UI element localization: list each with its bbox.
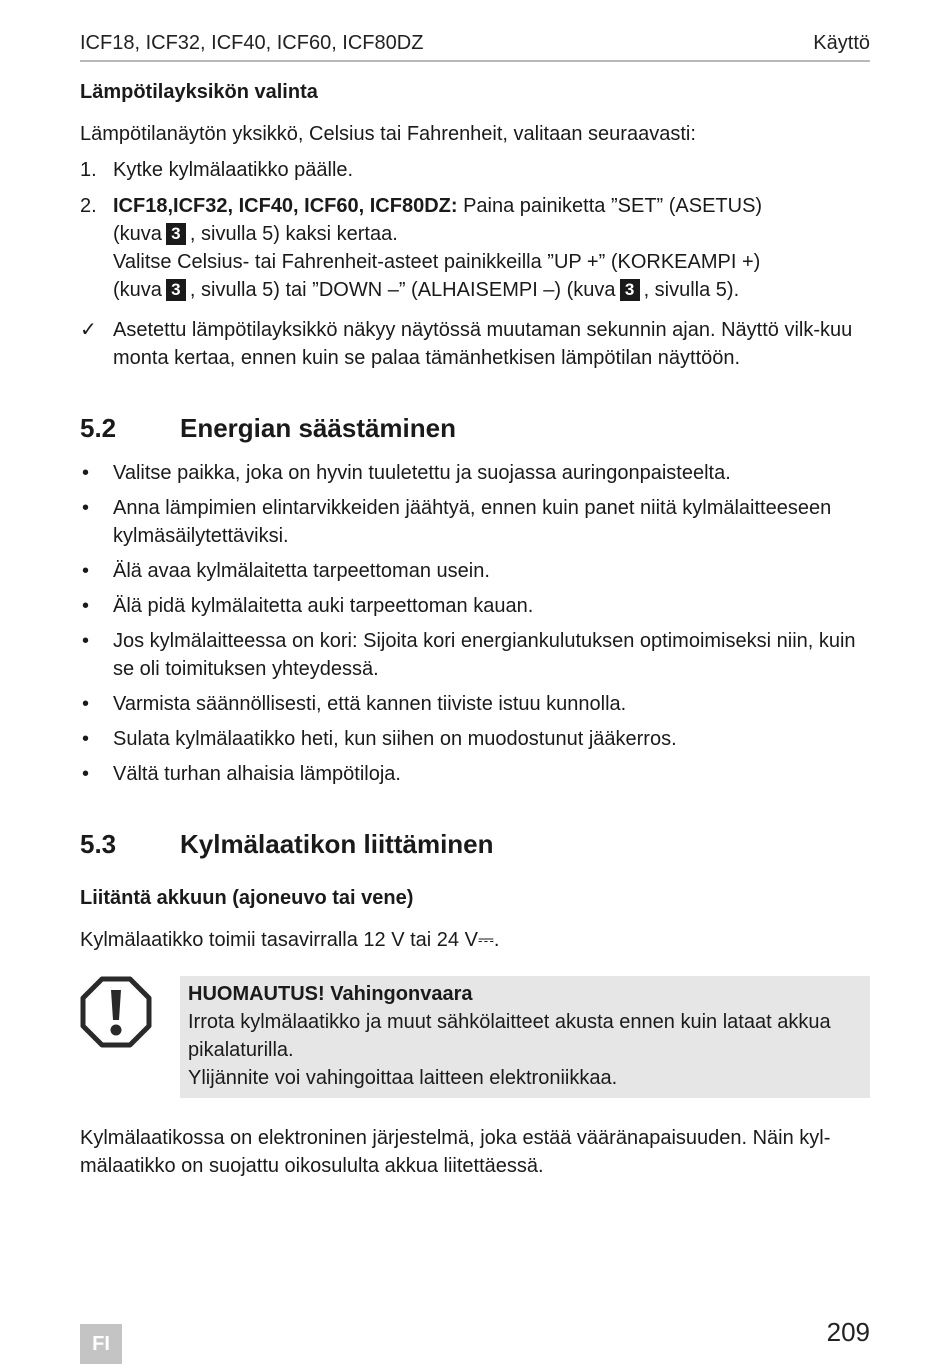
bullet-icon: •	[82, 728, 90, 750]
notice-box	[180, 976, 870, 1098]
bullet-icon: •	[82, 560, 90, 582]
notice-icon-wrap	[80, 976, 180, 1098]
section-title: Kylmälaatikon liittäminen	[180, 829, 494, 859]
section-title: Energian säästäminen	[180, 413, 456, 443]
section-heading-5-3	[80, 828, 870, 860]
battery-connection-intro: Kylmälaatikko toimii tasavirralla 12 V tai 24 V⎓.	[80, 929, 500, 951]
step-text: (kuva	[113, 223, 162, 245]
bullet-icon: •	[82, 763, 90, 785]
notice-block	[80, 976, 870, 1098]
temp-unit-heading: Lämpötilayksikön valinta	[80, 81, 318, 103]
notice-title: HUOMAUTUS! Vahingonvaara	[188, 983, 473, 1005]
bullet-icon: •	[82, 497, 90, 519]
energy-tips-list	[80, 459, 870, 788]
check-icon: ✓	[80, 319, 97, 341]
figure-reference-badge: 3	[166, 279, 186, 301]
warning-octagon-icon	[80, 976, 152, 1048]
bullet-icon: •	[82, 630, 90, 652]
temp-unit-intro: Lämpötilanäytön yksikkö, Celsius tai Fahrenheit, valitaan seuraavasti:	[80, 123, 696, 145]
list-item: • Jos kylmälaitteessa on kori: Sijoita kori energiankulutuksen optimoimiseksi niin, kuin se oli toimituksen yhteydessä.	[80, 627, 870, 683]
step-number: 1.	[80, 159, 97, 181]
closing-paragraph: Kylmälaatikossa on elektroninen järjestelmä, joka estää vääränapaisuuden. Näin kyl-mälaatikko on suojattu oikosululta akkua liitettäessä.	[80, 1127, 831, 1177]
figure-reference-badge: 3	[620, 279, 640, 301]
step-models: ICF18,ICF32, ICF40, ICF60, ICF80DZ:	[113, 195, 458, 217]
section-number: 5.2	[80, 413, 117, 443]
step-text: Valitse Celsius- tai Fahrenheit-asteet painikkeilla ”UP +” (KORKEAMPI +)	[113, 251, 761, 273]
language-tab: FI	[80, 1324, 122, 1364]
step-number: 2.	[80, 195, 97, 217]
page-content	[80, 78, 870, 1180]
page-number: 209	[826, 1317, 870, 1347]
step-text: , sivulla 5) kaksi kertaa.	[189, 223, 398, 245]
header-chapter: Käyttö	[813, 32, 870, 54]
list-item: • Sulata kylmälaatikko heti, kun siihen on muodostunut jääkerros.	[80, 725, 870, 753]
step-text: , sivulla 5) tai ”DOWN –” (ALHAISEMPI –) (kuva	[189, 279, 616, 301]
notice-text: Ylijännite voi vahingoittaa laitteen elektroniikkaa.	[188, 1067, 618, 1089]
step-text: , sivulla 5).	[643, 279, 740, 301]
list-item: • Älä avaa kylmälaitetta tarpeettoman usein.	[80, 557, 870, 585]
section-heading-5-2	[80, 412, 870, 444]
step-text: Kytke kylmälaatikko päälle.	[113, 159, 354, 181]
bullet-icon: •	[82, 462, 90, 484]
bullet-icon: •	[82, 595, 90, 617]
step-text: Paina painiketta ”SET” (ASETUS)	[463, 195, 763, 217]
section-number: 5.3	[80, 829, 117, 859]
page-header	[80, 30, 870, 62]
list-item: • Valitse paikka, joka on hyvin tuuletettu ja suojassa auringonpaisteelta.	[80, 459, 870, 487]
list-item: • Anna lämpimien elintarvikkeiden jäähtyä, ennen kuin panet niitä kylmälaitteeseen kylmäsäilytettäviksi.	[80, 494, 870, 550]
notice-text: Irrota kylmälaatikko ja muut sähkölaitteet akusta ennen kuin lataat akkua pikalaturilla.	[188, 1011, 831, 1061]
list-item: • Varmista säännöllisesti, että kannen tiiviste istuu kunnolla.	[80, 690, 870, 718]
bullet-icon: •	[82, 693, 90, 715]
header-models: ICF18, ICF32, ICF40, ICF60, ICF80DZ	[80, 32, 424, 54]
result-note	[80, 316, 870, 372]
list-item: • Älä pidä kylmälaitetta auki tarpeettoman kauan.	[80, 592, 870, 620]
figure-reference-badge: 3	[166, 223, 186, 245]
battery-connection-heading: Liitäntä akkuun (ajoneuvo tai vene)	[80, 887, 414, 909]
step-text: (kuva	[113, 279, 162, 301]
step-1	[80, 156, 870, 184]
list-item: • Vältä turhan alhaisia lämpötiloja.	[80, 760, 870, 788]
result-text: Asetettu lämpötilayksikkö näkyy näytössä muutaman sekunnin ajan. Näyttö vilk-kuu monta kertaa, ennen kuin se palaa tämänhetkisen lämpötilan näyttöön.	[113, 319, 853, 369]
step-2	[80, 192, 870, 304]
steps-list	[80, 156, 870, 304]
